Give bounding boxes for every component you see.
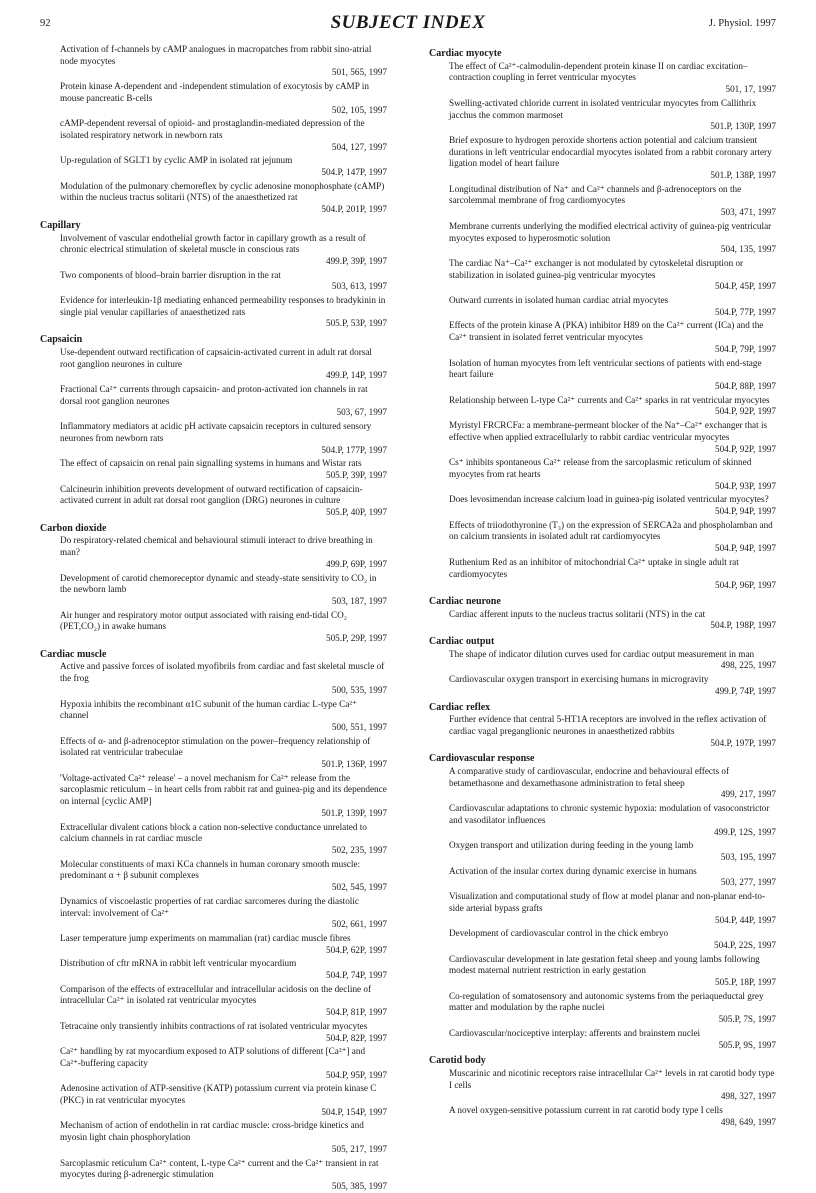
index-entry (40, 859, 387, 894)
entry-title: Extracellular divalent cations block a cation non-selective conductance unrelated to calcium channels in rat cardiac muscle (60, 821, 367, 844)
entry-reference: 504.P, 96P, 1997 (714, 580, 776, 591)
index-entry (40, 1083, 387, 1118)
index-entry (40, 1120, 387, 1155)
entry-reference: 503, 195, 1997 (720, 852, 776, 862)
entry-reference: 504.P, 94P, 1997 (714, 543, 776, 554)
index-entry (40, 81, 387, 116)
index-entry (429, 766, 776, 801)
entry-reference: 504.P, 79P, 1997 (714, 343, 776, 354)
page-header (40, 12, 776, 38)
section-heading: Carbon dioxide (40, 522, 107, 534)
entry-title: Outward currents in isolated human cardiac atrial myocytes (449, 295, 669, 306)
entry-title: Use-dependent outward rectification of capsaicin-activated current in adult rat dorsal root ganglion neurones in culture (60, 346, 372, 369)
entry-reference: 502, 661, 1997 (331, 919, 387, 930)
entry-title: The effect of capsaicin on renal pain signalling systems in humans and Wistar rats (60, 458, 362, 469)
entry-reference: 501.P, 130P, 1997 (710, 121, 776, 132)
index-entry (429, 674, 776, 697)
index-entry (429, 1105, 776, 1128)
entry-title: Cardiovascular adaptations to chronic systemic hypoxia: modulation of vasoconstrictor and vasodilator influences (449, 803, 770, 825)
index-entry (429, 135, 776, 182)
index-entry (429, 928, 776, 951)
entry-reference: 505.P, 7S, 1997 (718, 1014, 776, 1025)
index-entry (429, 840, 776, 863)
index-entry (40, 295, 387, 330)
index-entry (40, 1021, 387, 1044)
entry-reference: 502, 105, 1997 (331, 104, 387, 115)
section-heading: Capillary (40, 219, 81, 231)
entry-title: Muscarinic and nicotinic receptors raise intracellular Ca²⁺ levels in rat carotid body type I cells (449, 1067, 775, 1090)
entry-reference: 504.P, 81P, 1997 (325, 1007, 387, 1018)
entry-reference: 504.P, 44P, 1997 (714, 914, 776, 925)
entry-reference: 504.P, 147P, 1997 (321, 167, 387, 178)
entry-reference: 500, 535, 1997 (331, 684, 387, 695)
section-heading: Cardiac output (429, 636, 495, 648)
index-columns (40, 44, 776, 1191)
entry-reference: 505, 385, 1997 (331, 1180, 387, 1191)
entry-reference: 504.P, 92P, 1997 (714, 443, 776, 454)
entry-title: Ca²⁺ handling by rat myocardium exposed to ATP solutions of different [Ca²⁺] and Ca²⁺-buffering capacity (60, 1046, 366, 1068)
section-heading: Capsaicin (40, 334, 83, 346)
journal-label: J. Physiol. 1997 (708, 18, 776, 29)
entry-title: Comparison of the effects of extracellular and intracellular acidosis on the decline of intracellular Ca²⁺ in isolated rat ventricular myocytes (60, 983, 372, 1006)
index-entry (429, 803, 776, 838)
index-entry (429, 557, 776, 592)
entry-title: Does levosimendan increase calcium load in guinea-pig isolated ventricular myocytes? (449, 494, 769, 505)
entry-reference: 502, 235, 1997 (331, 845, 387, 855)
entry-title: Two components of blood–brain barrier disruption in the rat (60, 269, 281, 280)
index-entry (429, 358, 776, 393)
entry-reference: 499, 217, 1997 (720, 789, 776, 800)
entry-title: Brief exposure to hydrogen peroxide shortens action potential and calcium transient durations in left ventricular endocardial myocytes isolated from a rabbit coronary artery ligation model of heart failure (449, 134, 772, 169)
index-entry (429, 891, 776, 926)
entry-reference: 502, 545, 1997 (331, 882, 387, 893)
index-entry (429, 457, 776, 492)
entry-reference: 504.P, 77P, 1997 (714, 306, 776, 317)
entry-title: Hypoxia inhibits the recombinant α1C subunit of the human cardiac L-type Ca²⁺ channel (60, 698, 357, 721)
index-entry (429, 98, 776, 133)
entry-title: Development of carotid chemoreceptor dynamic and steady-state sensitivity to CO₂ in the newborn lamb (60, 572, 377, 595)
index-entry (40, 421, 387, 456)
index-entry (40, 573, 387, 608)
entry-title: A comparative study of cardiovascular, endocrine and behavioural effects of betamethasone and dexamethasone administration to fetal sheep (449, 766, 730, 788)
index-entry (429, 184, 776, 219)
entry-title: Involvement of vascular endothelial growth factor in capillary growth as a result of chronic electrical stimulation of skeletal muscle in conscious rats (60, 232, 366, 255)
entry-reference: 503, 277, 1997 (720, 877, 776, 888)
index-entry (40, 270, 387, 293)
entry-reference: 499.P, 14P, 1997 (325, 370, 387, 381)
entry-reference: 505.P, 9S, 1997 (718, 1039, 776, 1050)
index-entry (429, 520, 776, 555)
entry-reference: 503, 67, 1997 (336, 407, 387, 418)
index-entry (40, 118, 387, 153)
entry-title: Effects of triiodothyronine (T₃) on the expression of SERCA2a and phospholamban and on calcium transients in isolated adult rat cardiomyocytes (449, 519, 773, 542)
entry-reference: 504.P, 197P, 1997 (710, 737, 776, 748)
entry-title: Adenosine activation of ATP-sensitive (KATP) potassium current via protein kinase C (PKC) in rat ventricular myocytes (60, 1083, 377, 1106)
entry-title: Activation of f-channels by cAMP analogues in macropatches from rabbit sino-atrial node myocytes (60, 44, 372, 66)
entry-title: Effects of α- and β-adrenoceptor stimulation on the power–frequency relationship of isolated rat ventricular trabeculae (60, 735, 371, 758)
entry-title: The shape of indicator dilution curves used for cardiac output measurement in man (449, 648, 755, 659)
entry-title: Mechanism of action of endothelin in rat cardiac muscle: cross-bridge kinetics and myosin light chain phosphorylation (60, 1120, 364, 1143)
index-entry (429, 954, 776, 989)
index-entry (40, 181, 387, 216)
entry-title: Air hunger and respiratory motor output associated with raising end-tidal CO₂ (PET,CO₂) in awake humans (60, 609, 347, 632)
entry-reference: 504.P, 62P, 1997 (325, 944, 387, 955)
index-entry (40, 233, 387, 268)
entry-title: Cardiovascular development in late gestation fetal sheep and young lambs following modest maternal nutrient restriction in early gestation (449, 953, 760, 976)
entry-title: Further evidence that central 5-HT1A receptors are involved in the reflex activation of cardiac vagal preganglionic neurones in anaesthetized rabbits (449, 714, 767, 736)
entry-reference: 504.P, 94P, 1997 (714, 506, 776, 517)
index-entry (429, 866, 776, 889)
entry-title: cAMP-dependent reversal of opioid- and prostaglandin-mediated depression of the isolated respiratory network in newborn rats (60, 118, 365, 140)
index-entry (40, 1046, 387, 1081)
entry-title: Co-regulation of somatosensory and autonomic systems from the periaqueductal grey matter and modulation by the raphe nuclei (449, 990, 764, 1013)
index-entry (40, 661, 387, 696)
index-entry (429, 221, 776, 256)
index-entry (40, 896, 387, 931)
section-heading: Cardiac myocyte (429, 48, 502, 59)
entry-title: Molecular constituents of maxi KCa channels in human coronary smooth muscle: predominant α + β subunit complexes (60, 858, 361, 881)
entry-reference: 505.P, 18P, 1997 (714, 977, 776, 988)
index-entry (429, 258, 776, 293)
entry-title: Protein kinase A-dependent and -independent stimulation of exocytosis by cAMP in mouse pancreatic B-cells (60, 81, 369, 103)
entry-reference: 501, 17, 1997 (725, 84, 776, 95)
entry-reference: 504.P, 177P, 1997 (321, 444, 387, 455)
entry-reference: 504.P, 198P, 1997 (710, 620, 776, 631)
entry-title: Calcineurin inhibition prevents development of outward rectification of capsaicin-activated current in adult rat dorsal root ganglion (DRG) neurones in culture (60, 483, 363, 506)
entry-reference: 505.P, 39P, 1997 (325, 469, 387, 480)
entry-reference: 505.P, 53P, 1997 (325, 318, 387, 329)
entry-reference: 501.P, 136P, 1997 (321, 759, 387, 770)
entry-title: 'Voltage-activated Ca²⁺ release' – a novel mechanism for Ca²⁺ release from the sarcoplasmic reticulum – in heart cells from rabbit rat and guinea-pig and its dependence on internal [cyclic AMP] (60, 772, 387, 807)
section-heading: Cardiac reflex (429, 701, 491, 713)
index-entry (40, 535, 387, 570)
entry-reference: 505.P, 29P, 1997 (325, 633, 387, 644)
entry-reference: 498, 327, 1997 (720, 1091, 776, 1102)
entry-title: Visualization and computational study of flow at model planar and non-planar end-to-side arterial bypass grafts (449, 891, 766, 913)
index-entry (40, 1158, 387, 1193)
index-entry (40, 458, 387, 481)
index-entry (429, 61, 776, 96)
entry-title: Modulation of the pulmonary chemoreflex by cyclic adenosine monophosphate (cAMP) within the nucleus tractus solitarii (NTS) of the anaesthetized rat (60, 180, 385, 203)
entry-reference: 504, 135, 1997 (720, 244, 776, 255)
index-entry (429, 1068, 776, 1103)
index-entry (40, 822, 387, 857)
entry-title: Evidence for interleukin-1β mediating enhanced permeability responses to bradykinin in single pial venular capillaries of anaesthetized rats (60, 295, 386, 317)
entry-reference: 503, 471, 1997 (720, 207, 776, 218)
entry-title: A novel oxygen-sensitive potassium current in rat carotid body type I cells (449, 1105, 723, 1116)
entry-title: Sarcoplasmic reticulum Ca²⁺ content, L-type Ca²⁺ current and the Ca²⁺ transient in rat myocytes during β-adrenergic stimulation (60, 1157, 379, 1180)
entry-reference: 504.P, 88P, 1997 (714, 380, 776, 391)
entry-reference: 505, 217, 1997 (331, 1143, 387, 1154)
entry-reference: 504.P, 201P, 1997 (321, 204, 387, 215)
index-entry (40, 984, 387, 1019)
entry-title: Cs⁺ inhibits spontaneous Ca²⁺ release from the sarcoplasmic reticulum of skinned myocytes from rat hearts (449, 457, 752, 479)
entry-reference: 504.P, 74P, 1997 (325, 970, 387, 981)
entry-reference: 501.P, 139P, 1997 (321, 807, 387, 818)
entry-reference: 501.P, 138P, 1997 (710, 170, 776, 181)
index-entry (429, 991, 776, 1026)
entry-title: Effects of the protein kinase A (PKA) inhibitor H89 on the Ca²⁺ current (ICa) and the Ca²⁺ transient in isolated ferret ventricular myocytes (449, 320, 764, 343)
index-entry (40, 933, 387, 956)
index-entry (40, 44, 387, 79)
entry-reference: 499.P, 39P, 1997 (325, 255, 387, 266)
entry-title: Isolation of human myocytes from left ventricular sections of patients with end-stage heart failure (449, 357, 762, 380)
index-entry (429, 395, 776, 418)
section-heading: Cardiac neurone (429, 595, 501, 607)
index-entry (40, 484, 387, 519)
entry-title: Ruthenium Red as an inhibitor of mitochondrial Ca²⁺ uptake in single adult rat cardiomyocytes (449, 556, 739, 579)
entry-reference: 498, 225, 1997 (720, 660, 776, 671)
entry-reference: 503, 613, 1997 (331, 281, 387, 292)
entry-reference: 504.P, 45P, 1997 (714, 281, 776, 292)
entry-title: Development of cardiovascular control in the chick embryo (449, 928, 669, 939)
index-entry (40, 773, 387, 820)
entry-reference: 504.P, 82P, 1997 (325, 1032, 387, 1043)
entry-reference: 504.P, 154P, 1997 (321, 1106, 387, 1117)
entry-title: Tetracaine only transiently inhibits contractions of rat isolated ventricular myocytes (60, 1020, 368, 1031)
entry-title: Inflammatory mediators at acidic pH activate capsaicin receptors in cultured sensory neurones from newborn rats (60, 421, 372, 443)
entry-title: Longitudinal distribution of Na⁺ and Ca²⁺ channels and β-adrenoceptors on the sarcolemmal membrane of frog cardiomyocytes (449, 183, 742, 206)
index-entry (40, 155, 387, 178)
entry-title: Distribution of cftr mRNA in rabbit left ventricular myocardium (60, 958, 297, 969)
index-entry (429, 714, 776, 749)
entry-title: Activation of the insular cortex during dynamic exercise in humans (449, 865, 697, 876)
entry-title: Fractional Ca²⁺ currents through capsaicin- and proton-activated ion channels in rat dorsal root ganglion neurones (60, 383, 368, 406)
entry-title: Do respiratory-related chemical and behavioural stimuli interact to drive breathing in man? (60, 535, 373, 558)
entry-reference: 503, 187, 1997 (331, 595, 387, 606)
index-entry (40, 736, 387, 771)
entry-reference: 499.P, 74P, 1997 (714, 685, 776, 696)
entry-reference: 504.P, 95P, 1997 (325, 1069, 387, 1080)
index-entry (429, 649, 776, 672)
entry-title: The effect of Ca²⁺-calmodulin-dependent protein kinase II on cardiac excitation–contraction coupling in ferret ventricular myocytes (449, 60, 748, 83)
entry-title: Active and passive forces of isolated myofibrils from cardiac and fast skeletal muscle of the frog (60, 661, 385, 684)
index-entry (40, 699, 387, 734)
entry-title: Dynamics of viscoelastic properties of rat cardiac sarcomeres during the diastolic interval: involvement of Ca²⁺ (60, 895, 359, 918)
entry-reference: 499.P, 12S, 1997 (713, 826, 776, 837)
index-entry (40, 384, 387, 419)
page-number: 92 (40, 18, 51, 29)
right-column (429, 44, 776, 1127)
entry-reference: 505.P, 40P, 1997 (325, 507, 387, 518)
entry-reference: 500, 551, 1997 (331, 721, 387, 732)
section-heading: Carotid body (429, 1055, 486, 1067)
entry-reference: 504, 127, 1997 (331, 141, 387, 152)
index-entry (429, 320, 776, 355)
section-heading: Cardiac muscle (40, 648, 107, 660)
entry-title: Cardiovascular oxygen transport in exercising humans in microgravity (449, 674, 709, 685)
entry-title: Up-regulation of SGLT1 by cyclic AMP in isolated rat jejunum (60, 155, 293, 166)
entry-reference: 499.P, 69P, 1997 (325, 558, 387, 569)
entry-title: Myristyl FRCRCFa: a membrane-permeant blocker of the Na⁺–Ca²⁺ exchanger that is effective when applied extracellularly to rabbit cardiac ventricular myocytes (449, 420, 768, 442)
entry-title: Cardiovascular/nociceptive interplay: afferents and brainstem nuclei (449, 1027, 701, 1038)
index-entry (40, 347, 387, 382)
index-entry (429, 1028, 776, 1051)
entry-reference: 504.P, 92P, 1997 (714, 406, 776, 417)
entry-title: Laser temperature jump experiments on mammalian (rat) cardiac muscle fibres (60, 932, 351, 943)
index-entry (429, 295, 776, 318)
entry-title: Cardiac afferent inputs to the nucleus tractus solitarii (NTS) in the cat (449, 608, 706, 619)
entry-title: Oxygen transport and utilization during feeding in the young lamb (449, 840, 694, 851)
index-entry (40, 958, 387, 981)
index-entry (429, 609, 776, 632)
entry-title: Membrane currents underlying the modified electrical activity of guinea-pig ventricular myocytes exposed to hyperosmotic solution (449, 220, 772, 243)
entry-reference: 504.P, 22S, 1997 (713, 939, 776, 950)
left-column (40, 44, 387, 1191)
index-entry (429, 494, 776, 517)
index-entry (429, 420, 776, 455)
index-entry (40, 610, 387, 645)
entry-title: Swelling-activated chloride current in isolated ventricular myocytes from Callithrix jacchus the common marmoset (449, 97, 757, 120)
entry-reference: 504.P, 93P, 1997 (714, 480, 776, 491)
entry-title: The cardiac Na⁺–Ca²⁺ exchanger is not modulated by cytoskeletal disruption or stabilization in isolated guinea-pig ventricular myocytes (449, 257, 744, 280)
page-title: SUBJECT INDEX (330, 12, 486, 33)
entry-reference: 498, 649, 1997 (720, 1116, 776, 1127)
entry-title: Relationship between L-type Ca²⁺ currents and Ca²⁺ sparks in rat ventricular myocytes (449, 394, 770, 405)
entry-reference: 501, 565, 1997 (331, 67, 387, 78)
section-heading: Cardiovascular response (429, 753, 535, 765)
